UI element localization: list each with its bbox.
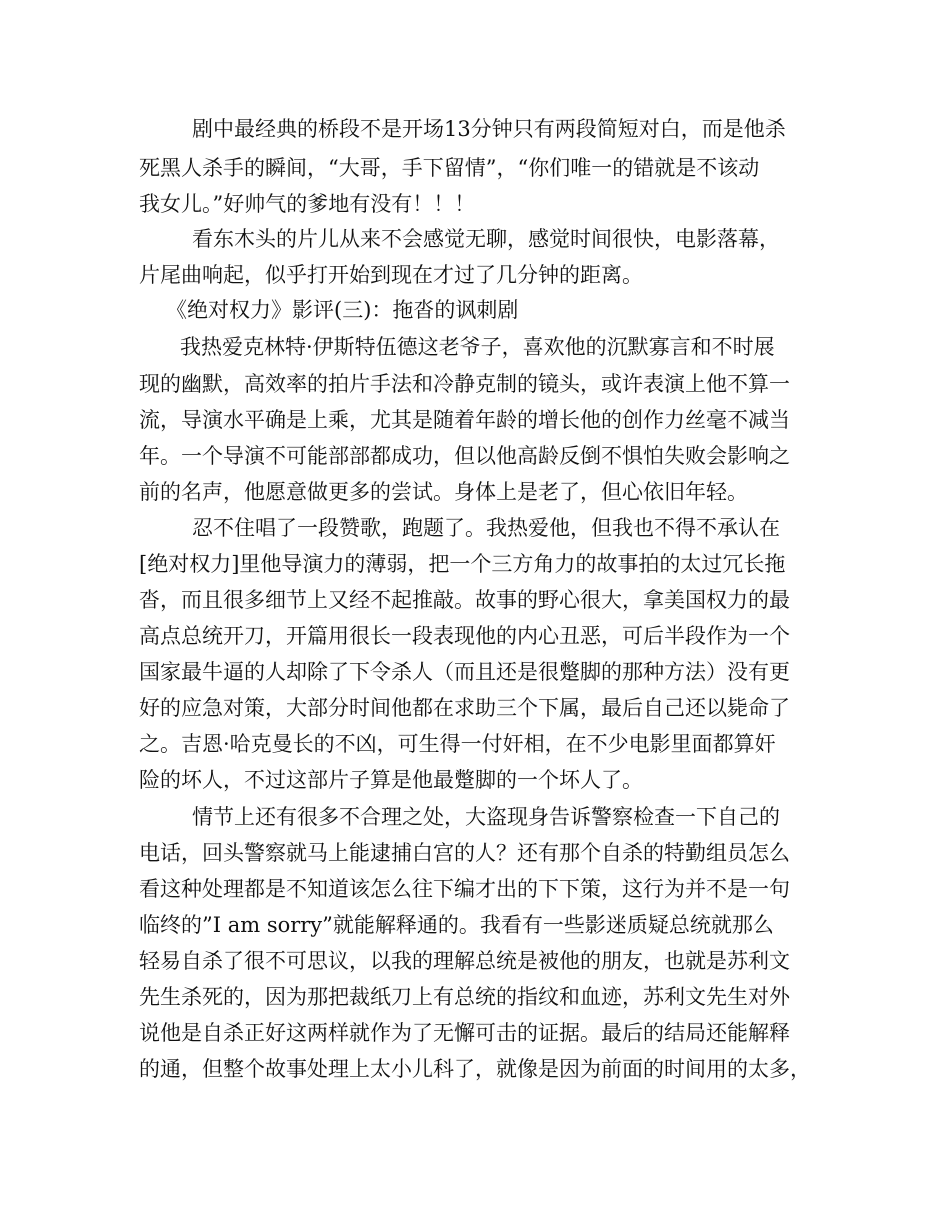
text-line: 前的名声，他愿意做更多的尝试。身体上是老了，但心依旧年轻。 [139, 480, 748, 504]
text-line: 先生杀死的，因为那把裁纸刀上有总统的指纹和血迹，苏利文先生对外 [139, 985, 790, 1009]
text-line: 忍不住唱了一段赞歌，跑题了。我热爱他，但我也不得不承认在 [192, 516, 780, 540]
text-line: 我热爱克林特·伊斯特伍德这老爷子，喜欢他的沉默寡言和不时展 [180, 335, 775, 359]
text-line: 电话，回头警察就马上能逮捕白宫的人？还有那个自杀的特勤组员怎么 [139, 841, 790, 865]
text-line: 轻易自杀了很不可思议，以我的理解总统是被他的朋友，也就是苏利文 [139, 949, 790, 973]
text-line: 看这种处理都是不知道该怎么往下编才出的下下策，这行为并不是一句 [139, 877, 790, 901]
text-line: 的通，但整个故事处理上太小儿科了，就像是因为前面的时间用的太多， [139, 1057, 811, 1081]
text-line: 现的幽默，高效率的拍片手法和冷静克制的镜头，或许表演上他不算一 [139, 372, 790, 396]
text-line: 高点总统开刀，开篇用很长一段表现他的内心丑恶，可后半段作为一个 [139, 624, 790, 648]
text-line: 沓，而且很多细节上又经不起推敲。故事的野心很大，拿美国权力的最 [139, 588, 790, 612]
text-line: 说他是自杀正好这两样就作为了无懈可击的证据。最后的结局还能解释 [139, 1021, 790, 1045]
text-line: 死黑人杀手的瞬间，“大哥，手下留情”，“你们唯一的错就是不该动 [139, 156, 760, 180]
text-line: 之。吉恩·哈克曼长的不凶，可生得一付奸相，在不少电影里面都算奸 [139, 732, 776, 756]
text-line: 剧中最经典的桥段不是开场13分钟只有两段简短对白，而是他杀 [192, 117, 786, 141]
text-line: 临终的”I am sorry”就能解释通的。我看有一些影迷质疑总统就那么 [139, 913, 774, 937]
text-line: 情节上还有很多不合理之处，大盗现身告诉警察检查一下自己的 [192, 805, 780, 829]
text-line: 险的坏人，不过这部片子算是他最蹩脚的一个坏人了。 [139, 768, 643, 792]
text-line: 片尾曲响起，似乎打开始到现在才过了几分钟的距离。 [139, 263, 643, 287]
text-line: [绝对权力]里他导演力的薄弱，把一个三方角力的故事拍的太过冗长拖 [139, 552, 786, 576]
text-line: 好的应急对策，大部分时间他都在求助三个下属，最后自己还以毙命了 [139, 696, 790, 720]
text-line: 国家最牛逼的人却除了下令杀人（而且还是很蹩脚的那种方法）没有更 [139, 660, 790, 684]
section-heading: 《绝对权力》影评(三)：拖沓的讽刺剧 [166, 298, 519, 322]
text-line: 看东木头的片儿从来不会感觉无聊，感觉时间很快，电影落幕， [192, 227, 780, 251]
text-line: 年。一个导演不可能部部都成功，但以他高龄反倒不惧怕失败会影响之 [139, 444, 790, 468]
text-line: 我女儿。”好帅气的爹地有没有！！！ [139, 192, 476, 216]
text-line: 流，导演水平确是上乘，尤其是随着年龄的增长他的创作力丝毫不减当 [139, 408, 790, 432]
